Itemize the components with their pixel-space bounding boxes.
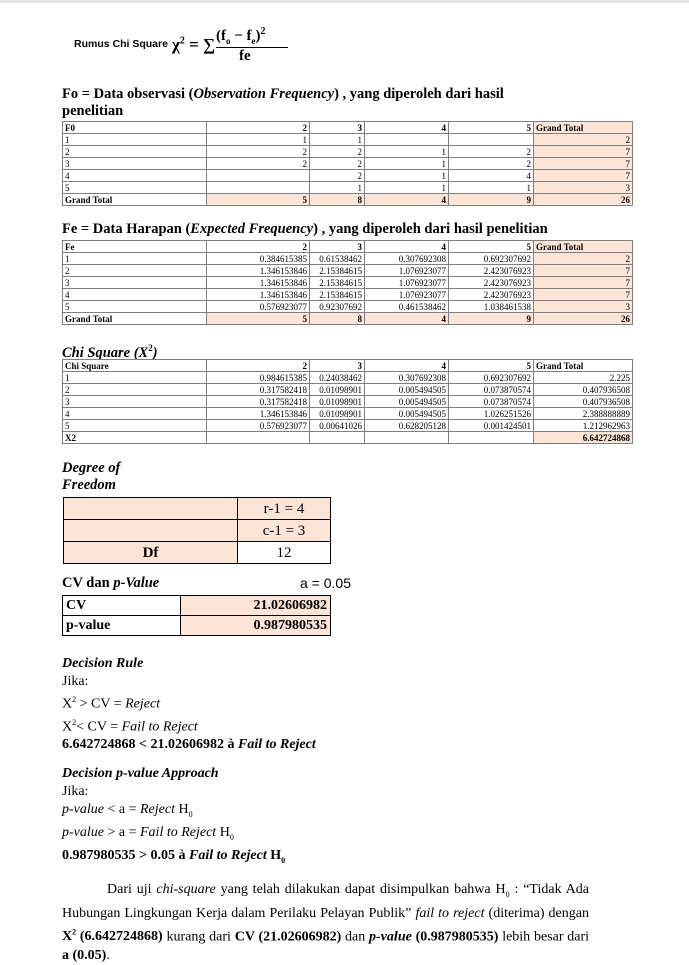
total-cell: 4 bbox=[365, 194, 449, 206]
value-cell: 1 bbox=[310, 134, 365, 146]
total-cell: 9 bbox=[449, 194, 534, 206]
value-cell: 1 bbox=[207, 134, 310, 146]
col-dof-expr: c-1 = 3 bbox=[238, 520, 331, 542]
value-cell: 7 bbox=[534, 277, 633, 289]
value-cell: 2 bbox=[534, 253, 633, 265]
value-cell: 1.346153846 bbox=[207, 289, 310, 301]
total-cell: 26 bbox=[534, 194, 633, 206]
degree-of-freedom-table bbox=[63, 497, 331, 564]
value-cell: 2 bbox=[310, 170, 365, 182]
value-cell: 0.307692308 bbox=[365, 253, 449, 265]
table-body bbox=[63, 253, 633, 313]
total-cell: Grand Total bbox=[63, 313, 207, 325]
grand-total-row bbox=[63, 194, 633, 206]
row-label-cell: 2 bbox=[63, 265, 207, 277]
header-cell: Grand Total bbox=[534, 241, 633, 253]
value-cell: 0.24038462 bbox=[310, 372, 365, 384]
row-label-cell: 1 bbox=[63, 134, 207, 146]
value-cell: 0.005494505 bbox=[365, 408, 449, 420]
table-row bbox=[63, 408, 633, 420]
value-cell: 1.076923077 bbox=[365, 289, 449, 301]
row-dof-expr: r-1 = 4 bbox=[238, 498, 331, 520]
value-cell: 1.076923077 bbox=[365, 265, 449, 277]
value-cell: 1.026251526 bbox=[449, 408, 534, 420]
value-cell: 2 bbox=[207, 146, 310, 158]
header-cell: Grand Total bbox=[534, 360, 633, 372]
row-label-cell: 1 bbox=[63, 253, 207, 265]
row-label-cell: 5 bbox=[63, 420, 207, 432]
value-cell: 3 bbox=[534, 182, 633, 194]
chi-square-total-value: 6.642724868 bbox=[534, 432, 633, 444]
table-row bbox=[63, 182, 633, 194]
value-cell: 2.15384615 bbox=[310, 289, 365, 301]
table-row bbox=[63, 384, 633, 396]
value-cell: 0.92307692 bbox=[310, 301, 365, 313]
row-label-cell: 5 bbox=[63, 182, 207, 194]
total-cell: 4 bbox=[365, 313, 449, 325]
pvalue-value: 0.987980535 bbox=[181, 616, 331, 636]
fo-heading: Fo = Data observasi (Observation Frequency) , yang diperoleh dari hasil penelitian bbox=[62, 86, 504, 119]
header-cell: Grand Total bbox=[534, 122, 633, 134]
fe-heading: Fe = Data Harapan (Expected Frequency) , yang diperoleh dari hasil penelitian bbox=[62, 221, 548, 237]
row-label-cell: 3 bbox=[63, 277, 207, 289]
value-cell: 2.388888889 bbox=[534, 408, 633, 420]
value-cell: 2.15384615 bbox=[310, 277, 365, 289]
value-cell: 1 bbox=[449, 182, 534, 194]
cv-heading: CV dan p-Value bbox=[62, 575, 160, 591]
total-cell: 5 bbox=[207, 313, 310, 325]
row-label-cell: 4 bbox=[63, 289, 207, 301]
table-header-row bbox=[63, 241, 633, 253]
value-cell: 0.00641026 bbox=[310, 420, 365, 432]
value-cell: 0.407936508 bbox=[534, 396, 633, 408]
table-row bbox=[63, 170, 633, 182]
value-cell: 0.317582418 bbox=[207, 396, 310, 408]
header-cell: 4 bbox=[365, 241, 449, 253]
value-cell: 1 bbox=[365, 182, 449, 194]
value-cell: 0.576923077 bbox=[207, 420, 310, 432]
value-cell: 7 bbox=[534, 265, 633, 277]
value-cell: 1.346153846 bbox=[207, 277, 310, 289]
df-label: Df bbox=[64, 542, 238, 564]
top-border bbox=[0, 0, 689, 3]
value-cell: 0.61538462 bbox=[310, 253, 365, 265]
chi-square-formula: $\chi^2$ = ∑ $(f_o - f_e)^2$ fe bbox=[172, 26, 292, 68]
cv-value: 21.02606982 bbox=[181, 596, 331, 616]
header-cell: 4 bbox=[365, 122, 449, 134]
value-cell: 2 bbox=[207, 158, 310, 170]
value-cell: 2.423076923 bbox=[449, 265, 534, 277]
value-cell: 0.628205128 bbox=[365, 420, 449, 432]
table-row bbox=[63, 420, 633, 432]
value-cell: 2 bbox=[449, 146, 534, 158]
value-cell: 0.576923077 bbox=[207, 301, 310, 313]
value-cell: 1.346153846 bbox=[207, 408, 310, 420]
value-cell: 0.692307692 bbox=[449, 372, 534, 384]
row-label-cell: 4 bbox=[63, 170, 207, 182]
observation-frequency-table bbox=[62, 121, 633, 206]
value-cell: 1.076923077 bbox=[365, 277, 449, 289]
chi-square-heading: Chi Square $(X^2)$ bbox=[62, 343, 158, 361]
cv-label: CV bbox=[63, 596, 181, 616]
value-cell bbox=[365, 134, 449, 146]
table-header-row bbox=[63, 122, 633, 134]
value-cell: 2.225 bbox=[534, 372, 633, 384]
value-cell: 1 bbox=[310, 182, 365, 194]
row-label-cell: 3 bbox=[63, 158, 207, 170]
value-cell: 7 bbox=[534, 146, 633, 158]
table-row bbox=[63, 158, 633, 170]
value-cell: 2 bbox=[534, 134, 633, 146]
header-cell: 3 bbox=[310, 122, 365, 134]
header-cell: 5 bbox=[449, 122, 534, 134]
value-cell bbox=[207, 170, 310, 182]
row-label-cell: 2 bbox=[63, 146, 207, 158]
value-cell: 4 bbox=[449, 170, 534, 182]
row-label-cell: 4 bbox=[63, 408, 207, 420]
header-cell: 4 bbox=[365, 360, 449, 372]
header-cell: Chi Square bbox=[63, 360, 207, 372]
total-cell: 9 bbox=[449, 313, 534, 325]
total-cell: 8 bbox=[310, 194, 365, 206]
header-cell: 5 bbox=[449, 360, 534, 372]
header-cell: 2 bbox=[207, 241, 310, 253]
header-cell: F0 bbox=[63, 122, 207, 134]
decision-rule: Decision Rule Jika: $X^2$ > CV = Reject $X^2<$ CV = Fail to Reject 6.642724868 < 21.02606982 à Fail to Reject bbox=[62, 656, 316, 753]
table-row bbox=[63, 253, 633, 265]
table-row bbox=[63, 372, 633, 384]
table-row bbox=[63, 396, 633, 408]
value-cell: 0.005494505 bbox=[365, 384, 449, 396]
summary-paragraph: Dari uji chi-square yang telah dilakukan dapat disimpulkan bahwa $H_0$ : “Tidak Ada Hubungan Lingkungan Kerja dalam Perilaku Pelayan Publik” fail to reject (diterima) dengan $X^2$ (6.642724868) kurang dari CV (21.02606982) dan p-value (0.987980535) lebih besar dari a (0.05). bbox=[62, 882, 590, 964]
value-cell: 2.15384615 bbox=[310, 265, 365, 277]
total-cell: X2 bbox=[63, 432, 207, 444]
expected-frequency-table bbox=[62, 240, 633, 325]
value-cell: 0.073870574 bbox=[449, 384, 534, 396]
chi-square-total-row bbox=[63, 432, 633, 444]
value-cell: 0.461538462 bbox=[365, 301, 449, 313]
header-cell: 3 bbox=[310, 241, 365, 253]
value-cell: 0.005494505 bbox=[365, 396, 449, 408]
pvalue-label: p-value bbox=[63, 616, 181, 636]
value-cell: 7 bbox=[534, 158, 633, 170]
row-label-cell: 2 bbox=[63, 384, 207, 396]
table-row bbox=[63, 265, 633, 277]
table-body bbox=[63, 372, 633, 432]
value-cell: 2.423076923 bbox=[449, 289, 534, 301]
value-cell: 0.407936508 bbox=[534, 384, 633, 396]
table-row bbox=[63, 146, 633, 158]
cv-pvalue-table bbox=[62, 595, 331, 636]
header-cell: 2 bbox=[207, 360, 310, 372]
value-cell: 1.038461538 bbox=[449, 301, 534, 313]
header-cell: 2 bbox=[207, 122, 310, 134]
value-cell: 0.01098901 bbox=[310, 384, 365, 396]
value-cell: 0.01098901 bbox=[310, 408, 365, 420]
table-row bbox=[63, 134, 633, 146]
value-cell: 7 bbox=[534, 289, 633, 301]
value-cell: 1 bbox=[365, 146, 449, 158]
header-cell: Fe bbox=[63, 241, 207, 253]
value-cell: 0.692307692 bbox=[449, 253, 534, 265]
value-cell: 2 bbox=[449, 158, 534, 170]
total-cell: 8 bbox=[310, 313, 365, 325]
table-row bbox=[63, 301, 633, 313]
formula-label: Rumus Chi Square bbox=[74, 38, 168, 50]
table-body bbox=[63, 134, 633, 194]
table-header-row bbox=[63, 360, 633, 372]
value-cell: 0.317582418 bbox=[207, 384, 310, 396]
value-cell: 1.212962963 bbox=[534, 420, 633, 432]
row-label-cell: 5 bbox=[63, 301, 207, 313]
row-label-cell: 3 bbox=[63, 396, 207, 408]
dof-heading: Degree of Freedom bbox=[62, 460, 121, 493]
total-cell: 5 bbox=[207, 194, 310, 206]
value-cell: 1.346153846 bbox=[207, 265, 310, 277]
row-label-cell: 1 bbox=[63, 372, 207, 384]
value-cell: 0.073870574 bbox=[449, 396, 534, 408]
chi-square-table bbox=[62, 359, 633, 444]
value-cell bbox=[207, 182, 310, 194]
value-cell: 0.001424501 bbox=[449, 420, 534, 432]
table-row bbox=[63, 277, 633, 289]
value-cell: 3 bbox=[534, 301, 633, 313]
value-cell: 0.01098901 bbox=[310, 396, 365, 408]
alpha-value: a = 0.05 bbox=[300, 575, 351, 591]
grand-total-row bbox=[63, 313, 633, 325]
pvalue-decision: Decision p-value Approach Jika: p-value < a = Reject $H_0$ p-value > a = Fail to Reject $H_0$ 0.987980535 > 0.05 à Fail to Reject $H_0$ bbox=[62, 766, 286, 865]
value-cell: 2 bbox=[310, 146, 365, 158]
df-value: 12 bbox=[238, 542, 331, 564]
value-cell: 0.307692308 bbox=[365, 372, 449, 384]
value-cell: 1 bbox=[365, 170, 449, 182]
header-cell: 3 bbox=[310, 360, 365, 372]
value-cell: 7 bbox=[534, 170, 633, 182]
value-cell: 2.423076923 bbox=[449, 277, 534, 289]
value-cell: 2 bbox=[310, 158, 365, 170]
table-row bbox=[63, 289, 633, 301]
value-cell: 1 bbox=[365, 158, 449, 170]
value-cell: 0.984615385 bbox=[207, 372, 310, 384]
header-cell: 5 bbox=[449, 241, 534, 253]
value-cell bbox=[449, 134, 534, 146]
value-cell: 0.384615385 bbox=[207, 253, 310, 265]
total-cell: 26 bbox=[534, 313, 633, 325]
total-cell: Grand Total bbox=[63, 194, 207, 206]
